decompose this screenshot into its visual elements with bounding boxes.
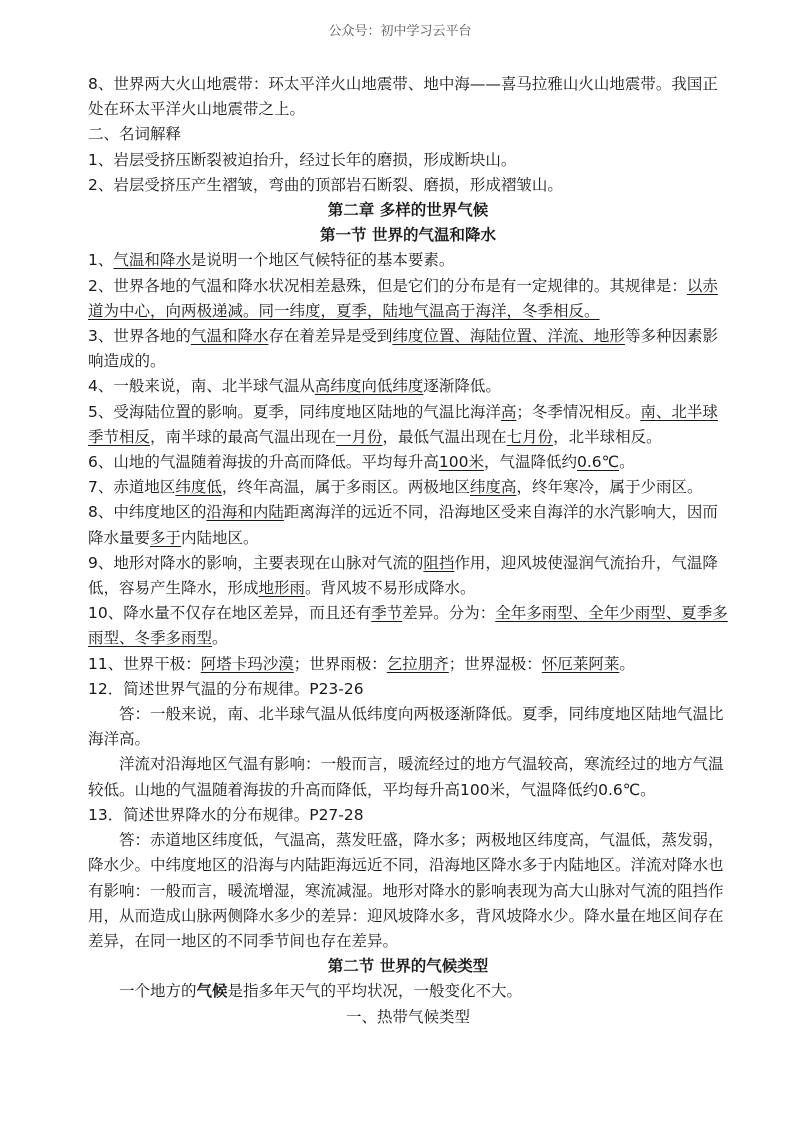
point-text: 世界各地的气温和降水状况相差悬殊，但是它们的分布是有一定规律的。其规律是：	[113, 276, 687, 295]
point-number: 11、	[88, 654, 124, 673]
point-text: 世界各地的	[113, 327, 191, 346]
page-header: 公众号：初中学习云平台	[328, 24, 472, 39]
underlined-term: 0.6℃	[577, 453, 620, 472]
point-number: 6、	[88, 453, 114, 472]
point-text: 。背风坡不易形成降水。	[305, 579, 476, 598]
item-8-volcano-belts: 8、世界两大火山地震带：环太平洋火山地震带、地中海——喜马拉雅山火山地震带。我国正处在环太平洋火山地震带之上。	[88, 75, 718, 119]
point-text: 赤道地区	[113, 478, 176, 497]
point-text: ，气温降低约	[483, 453, 577, 472]
underlined-term: 地形雨	[258, 579, 306, 598]
point-text: ，终年高温，属于多雨区。两极地区	[221, 478, 470, 497]
point-text: ；冬季情况相反。	[516, 402, 641, 421]
climate-definition	[88, 979, 728, 1004]
definition-text: 是指多年天气的平均状况，一般变化不大。	[227, 982, 523, 1001]
point-2	[88, 274, 728, 324]
point-text: 世界干极：	[123, 654, 201, 673]
point-text: 受海陆位置的影响。夏季，同纬度地区陆地的气温比海洋	[113, 402, 501, 421]
point-number: 1、	[88, 251, 114, 270]
point-number: 7、	[88, 478, 114, 497]
point-6	[88, 450, 728, 475]
point-text: 等多种因素影响造成的。	[88, 327, 718, 371]
point-text: ；世界雨极：	[293, 654, 387, 673]
bold-term: 气候	[196, 982, 228, 1001]
point-text: 差异。分为：	[402, 604, 496, 623]
underlined-term: 沿海和内陆	[206, 503, 284, 522]
point-text: ；世界湿极：	[448, 654, 542, 673]
definition-2: 2、岩层受挤压产生褶皱，弯曲的顶部岩石断裂、磨损，形成褶皱山。	[88, 175, 563, 194]
underlined-term: 阻挡	[423, 553, 455, 572]
point-text: 内陆地区。	[181, 528, 259, 547]
point-number: 9、	[88, 553, 114, 572]
point-number: 10、	[88, 604, 124, 623]
question-13: 13．简述世界降水的分布规律。P27-28	[88, 805, 364, 824]
document-body	[88, 72, 728, 1030]
point-text: 逐渐降低。	[423, 377, 501, 396]
section-title-definitions: 二、名词解释	[88, 125, 182, 144]
point-number: 8、	[88, 503, 114, 522]
point-text: 山地的气温随着海拔的升高而降低。平均每升高	[113, 453, 439, 472]
underlined-term: 怀厄莱阿莱	[541, 654, 620, 673]
point-8	[88, 500, 728, 550]
underlined-term: 七月份	[506, 427, 554, 446]
point-text: 降水量不仅存在地区差异，而且还有	[123, 604, 372, 623]
underlined-term: 纬度高	[469, 478, 517, 497]
point-text: 一般来说，南、北半球气温从	[113, 377, 315, 396]
underlined-term: 气温和降水	[190, 327, 269, 346]
point-text: ，南半球的最高气温出现在	[150, 427, 337, 446]
point-7	[88, 475, 728, 500]
point-text: 是说明一个地区气候特征的基本要素。	[190, 251, 455, 270]
point-text: ，最低气温出现在	[382, 427, 507, 446]
point-11	[88, 652, 728, 677]
underlined-term: 以赤道为中心，向两极递减。同一纬度，夏季，陆地气温高于海洋，冬季相反。	[88, 276, 718, 320]
section-2-title: 第二节 世界的气候类型	[327, 957, 489, 976]
point-5	[88, 400, 728, 450]
point-number: 4、	[88, 377, 114, 396]
answer-12-para-1: 答：一般来说，南、北半球气温从低纬度向两极逐渐降低。夏季，同纬度地区陆地气温比海洋高。	[88, 705, 724, 749]
answer-12-para-2: 洋流对沿海地区气温有影响：一般而言，暖流经过的地方气温较高，寒流经过的地方气温较低。山地的气温随着海拔的升高而降低，平均每升高100米，气温降低约0.6℃。	[88, 755, 724, 799]
underlined-term: 多于	[150, 528, 182, 547]
underlined-term: 气温和降水	[113, 251, 191, 270]
point-number: 3、	[88, 327, 114, 346]
point-text: 存在着差异是受到	[268, 327, 393, 346]
underlined-term: 阿塔卡玛沙漠	[200, 654, 294, 673]
underlined-term: 乞拉朋齐	[386, 654, 449, 673]
point-text: 中纬度地区的	[113, 503, 207, 522]
definition-1: 1、岩层受挤压断裂被迫抬升，经过长年的磨损，形成断块山。	[88, 150, 517, 169]
point-10	[88, 601, 728, 651]
point-text: 作用，迎风坡使湿润气流抬升，气温降低，容易产生降水，形成	[88, 553, 718, 598]
underlined-term: 100米	[438, 453, 484, 472]
point-text: 距离海洋的远近不同，沿海地区受来自海洋的水汽影响大，因而降水量要	[88, 503, 718, 547]
underlined-term: 高	[500, 402, 517, 421]
point-4	[88, 374, 728, 399]
question-12: 12．简述世界气温的分布规律。P23-26	[88, 679, 364, 698]
point-9	[88, 551, 728, 601]
definition-text: 一个地方的	[119, 982, 197, 1001]
point-3	[88, 324, 728, 374]
underlined-term: 南、北半球季节相反	[88, 402, 718, 446]
point-text: 。	[619, 453, 635, 472]
section-1-title: 第一节 世界的气温和降水	[320, 226, 496, 245]
point-text: ，北半球相反。	[553, 427, 662, 446]
point-text: 地形对降水的影响，主要表现在山脉对气流的	[113, 553, 424, 572]
answer-13: 答：赤道地区纬度低，气温高，蒸发旺盛，降水多；两极地区纬度高，气温低，蒸发弱，降水少。中纬度地区的沿海与内陆距海远近不同，沿海地区降水多于内陆地区。洋流对降水也有影响：一般而言，暖流增湿，寒流减湿。地形对降水的影响表现为高大山脉对气流的阻挡作用，从而造成山脉两侧降水多少的差异：迎风坡降水多，背风坡降水少。降水量在地区间存在差异，在同一地区的不同季节间也存在差异。	[88, 831, 724, 950]
subsection-tropical-climates: 一、热带气候类型	[345, 1007, 470, 1026]
underlined-term: 一月份	[336, 427, 383, 446]
underlined-term: 纬度位置、海陆位置、洋流、地形	[392, 327, 625, 346]
point-text: 。	[619, 654, 635, 673]
point-text: 。	[212, 629, 228, 648]
underlined-term: 全年多雨型、全年少雨型、夏季多雨型、冬季多雨型	[88, 604, 728, 648]
point-1	[88, 248, 728, 273]
underlined-term: 纬度低	[175, 478, 222, 497]
point-number: 2、	[88, 276, 114, 295]
point-number: 5、	[88, 402, 114, 421]
chapter-title: 第二章 多样的世界气候	[327, 201, 489, 220]
underlined-term: 高纬度向低纬度	[314, 377, 424, 396]
point-text: ，终年寒冷，属于少雨区。	[516, 478, 703, 497]
underlined-term: 季节	[371, 604, 403, 623]
